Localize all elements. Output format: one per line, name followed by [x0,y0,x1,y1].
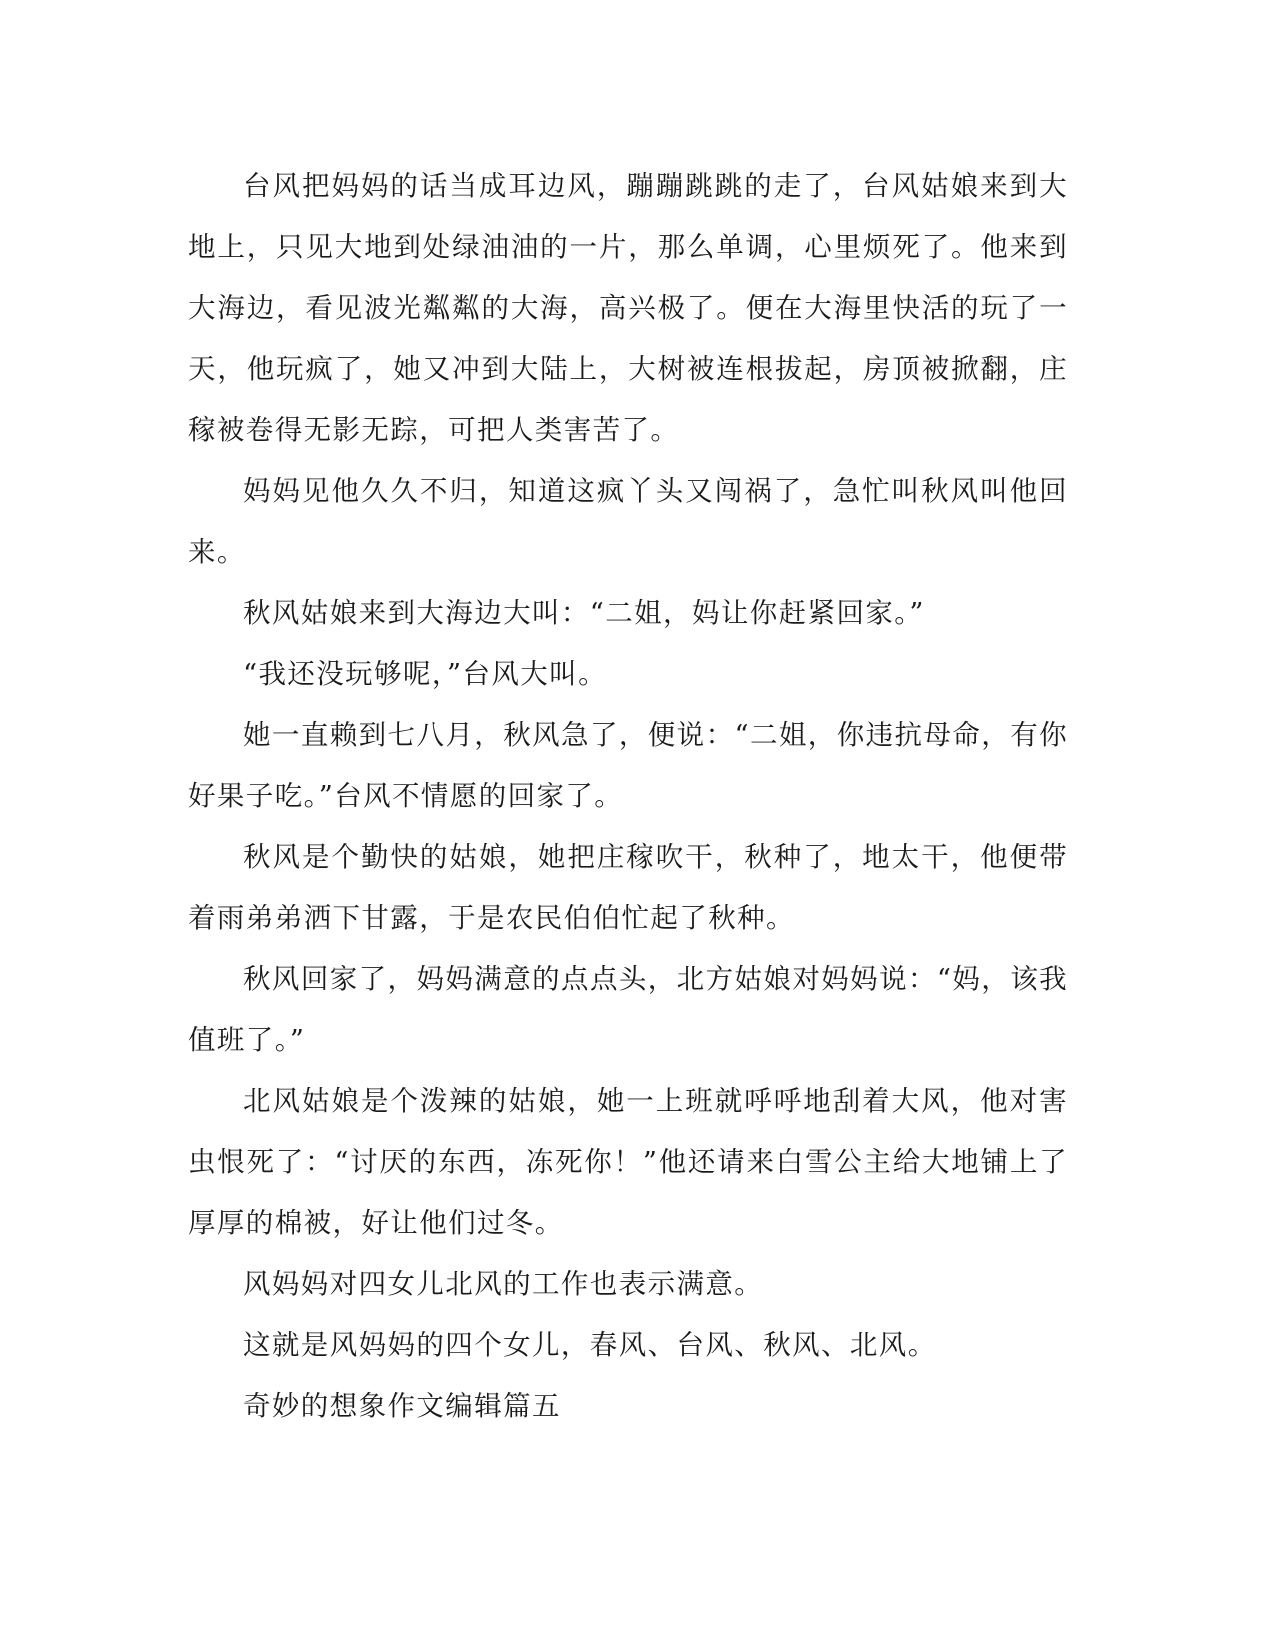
paragraph-typhoon-adventure: 台风把妈妈的话当成耳边风，蹦蹦跳跳的走了，台风姑娘来到大地上，只见大地到处绿油油的一片，那么单调，心里烦死了。他来到大海边，看见波光粼粼的大海，高兴极了。便在大海里快活的玩了一天，他玩疯了，她又冲到大陆上，大树被连根拔起，房顶被掀翻，庄稼被卷得无影无踪，可把人类害苦了。 [188,170,1068,446]
paragraph-typhoon-reply: “我还没玩够呢，”台风大叫。 [243,658,607,690]
paragraph-mother-satisfied: 风妈妈对四女儿北风的工作也表示满意。 [243,1268,764,1300]
paragraph-autumn-wind-work: 秋风是个勤快的姑娘，她把庄稼吹干，秋种了，地太干，他便带着雨弟弟洒下甘露，于是农民伯伯忙起了秋种。 [188,841,1068,934]
paragraph-north-wind-turn: 秋风回家了，妈妈满意的点点头，北方姑娘对妈妈说：“妈，该我值班了。” [188,963,1068,1056]
paragraph-four-daughters: 这就是风妈妈的四个女儿，春风、台风、秋风、北风。 [243,1329,937,1361]
paragraph-mother-worries: 妈妈见他久久不归，知道这疯丫头又闯祸了，急忙叫秋风叫他回来。 [188,475,1068,568]
document-body [188,156,1068,1437]
paragraph-north-wind-work: 北风姑娘是个泼辣的姑娘，她一上班就呼呼地刮着大风，他对害虫恨死了：“讨厌的东西，冻死你！”他还请来白雪公主给大地铺上了厚厚的棉被，好让他们过冬。 [188,1085,1068,1239]
paragraph-typhoon-returns: 她一直赖到七八月，秋风急了，便说：“二姐，你违抗母命，有你好果子吃。”台风不情愿的回家了。 [188,719,1068,812]
section-heading: 奇妙的想象作文编辑篇五 [243,1390,561,1422]
paragraph-autumn-calls: 秋风姑娘来到大海边大叫：“二姐，妈让你赶紧回家。” [243,597,925,629]
